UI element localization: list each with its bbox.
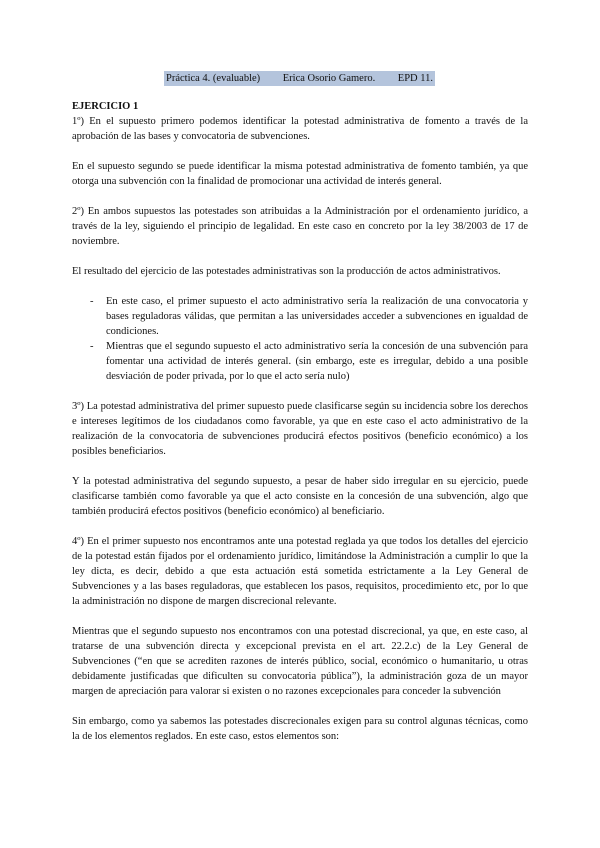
bullet-dash: -	[90, 296, 94, 307]
group-label: EPD 11.	[397, 73, 433, 84]
paragraph-6: Y la potestad administrativa del segundo supuesto, a pesar de haber sido irregular en su ejercicio, puede clasificarse también como favorable ya que el acto consiste en la concesión de una subvención, algo que también producirá efectos positivos (beneficio económico) al beneficiario.	[72, 476, 528, 517]
paragraph-3: 2º) En ambos supuestos las potestades son atribuidas a la Administración por el ordenamiento jurídico, a través de la ley, siguiendo el principio de legalidad. En este caso en concreto por la ley 38/2003 de 17 de noviembre.	[72, 206, 528, 247]
list-item-text: Mientras que el segundo supuesto el acto administrativo sería la concesión de una subvención para fomentar una actividad de interés general. (sin embargo, este es irregular, debido a una posible desviación de poder privada, por lo que el acto sería nulo)	[106, 341, 528, 382]
practice-title: Práctica 4. (evaluable)	[166, 73, 261, 84]
list-item-text: En este caso, el primer supuesto el acto administrativo sería la realización de una convocatoria y bases reguladoras válidas, que permitan a las universidades acceder a subvenciones en igualdad de condiciones.	[106, 296, 528, 337]
bullet-dash: -	[90, 341, 94, 352]
paragraph-9: Sin embargo, como ya sabemos las potestades discrecionales exigen para su control algunas técnicas, como la de los elementos reglados. En este caso, estos elementos son:	[72, 716, 528, 742]
paragraph-7: 4º) En el primer supuesto nos encontramos ante una potestad reglada ya que todos los detalles del ejercicio de la potestad están fijados por el ordenamiento jurídico, limitándose la Administración a cumplir lo que la ley dicta, es decir, debido a que esta actuación está sometida estrictamente a la Ley General de Subvenciones y a las bases reguladoras, que establecen los pasos, requisitos, procedimiento etc, por lo que la administración no dispone de margen discrecional relevante.	[72, 536, 528, 607]
paragraph-8: Mientras que el segundo supuesto nos encontramos con una potestad discrecional, ya que, en este caso, al tratarse de una subvención directa y excepcional prevista en el art. 22.2.c) de la Ley General de Subvenciones (“en que se acrediten razones de interés público, social, económico o humanitario, u otras debidamente justificadas que dificulten su convocatoria pública”), la administración goza de un mayor margen de apreciación para valorar si existen o no razones excepcionales para conceder la subvención	[72, 626, 528, 697]
exercise-title: EJERCICIO 1	[72, 101, 139, 112]
list-item	[72, 294, 528, 339]
paragraph-1: 1º) En el supuesto primero podemos identificar la potestad administrativa de fomento a través de la aprobación de las bases y convocatoria de subvenciones.	[72, 116, 528, 142]
paragraph-2: En el supuesto segundo se puede identificar la misma potestad administrativa de fomento también, ya que otorga una subvención con la finalidad de promocionar una actividad de interés general.	[72, 161, 528, 187]
paragraph-4: El resultado del ejercicio de las potestades administrativas son la producción de actos administrativos.	[72, 266, 501, 277]
document-header	[164, 71, 435, 86]
list-item	[72, 339, 528, 384]
document-body	[72, 99, 528, 744]
acts-list	[72, 294, 528, 384]
author-name: Erica Osorio Gamero.	[282, 73, 376, 84]
paragraph-5: 3º) La potestad administrativa del primer supuesto puede clasificarse según su incidencia sobre los derechos e intereses legítimos de los ciudadanos como favorable, ya que en este caso el acto administrativo de la realización de la convocatoria de subvenciones producirá efectos positivos (beneficio económico) a los posibles beneficiarios.	[72, 401, 528, 457]
